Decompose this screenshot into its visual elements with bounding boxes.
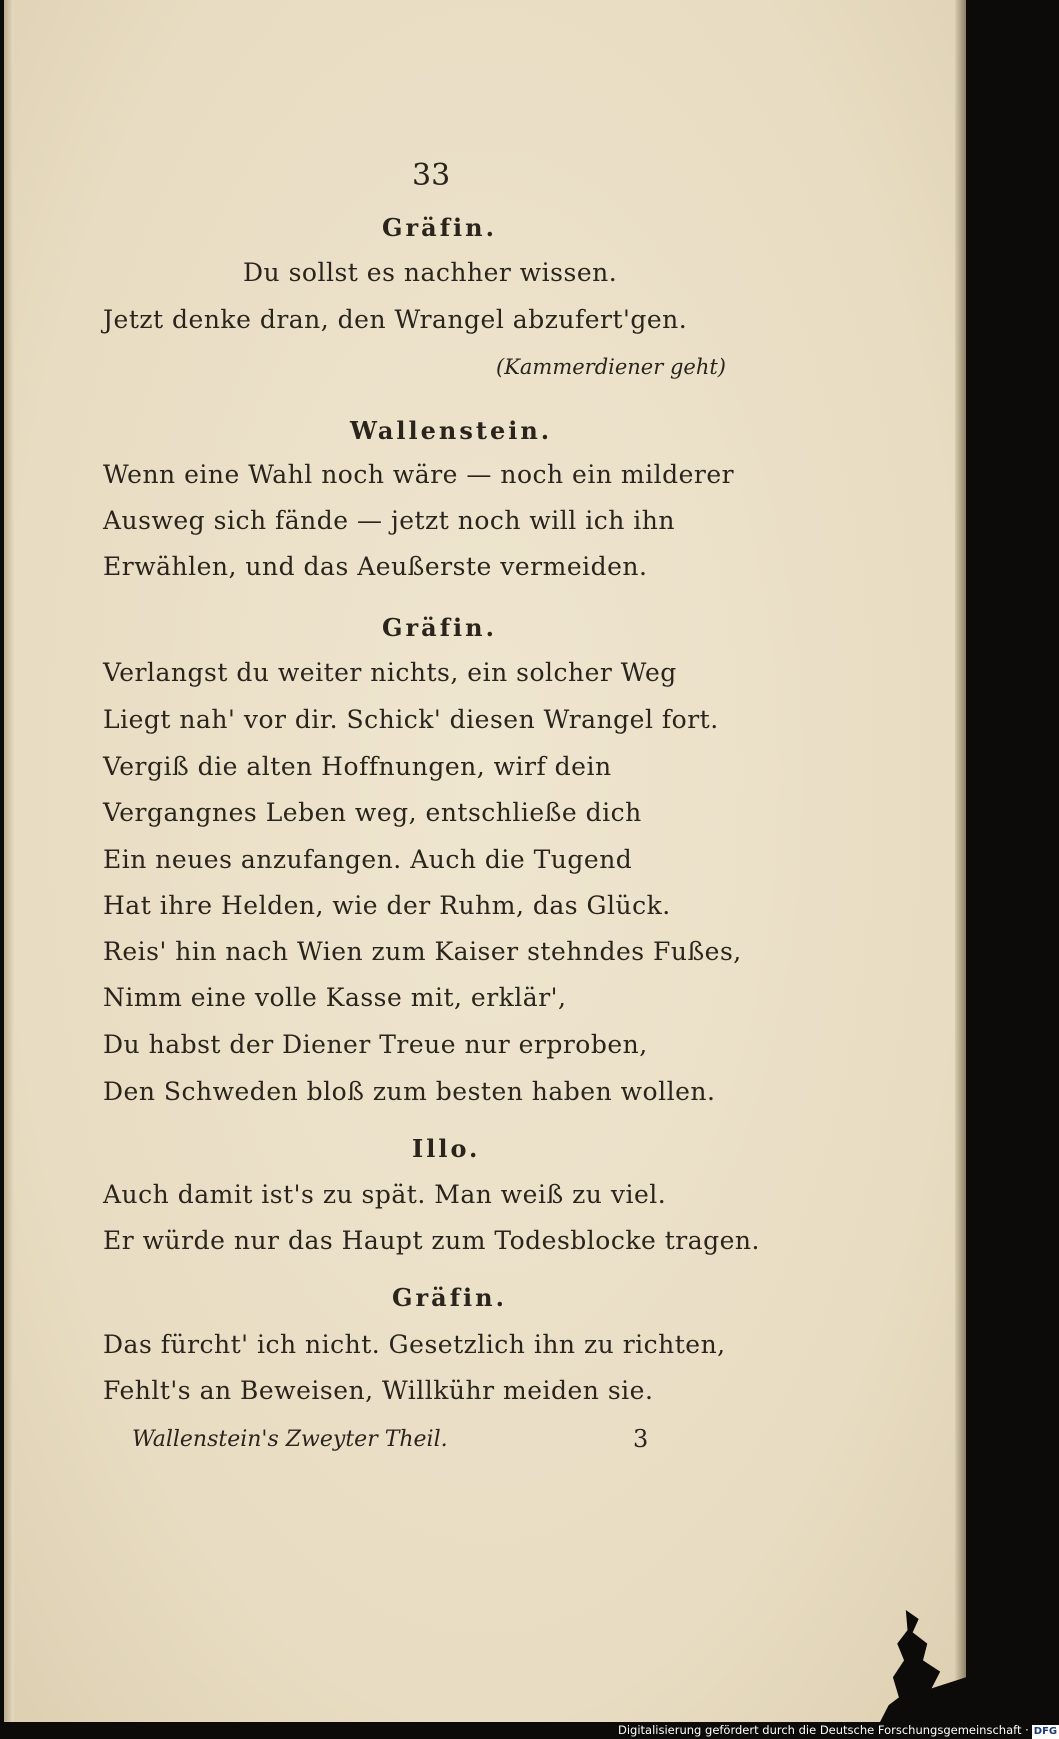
verse-line: Ein neues anzufangen. Auch die Tugend (103, 845, 633, 874)
verse-line: Das fürcht' ich nicht. Gesetzlich ihn zu richten, (103, 1330, 726, 1359)
footer-signature: Wallenstein's Zweyter Theil. (132, 1427, 448, 1452)
dfg-logo: DFG (1033, 1726, 1058, 1737)
verse-line: Verlangst du weiter nichts, ein solcher Weg (103, 658, 677, 687)
verse-line: Auch damit ist's zu spät. Man weiß zu viel. (103, 1180, 667, 1209)
page-gutter (4, 0, 14, 1722)
signature-mark: 3 (633, 1425, 649, 1453)
verse-line: Reis' hin nach Wien zum Kaiser stehndes Fußes, (103, 937, 742, 966)
verse-line: Du habst der Diener Treue nur erproben, (103, 1030, 648, 1059)
verse-line: Fehlt's an Beweisen, Willkühr meiden sie. (103, 1376, 654, 1405)
verse-line: Vergiß die alten Hoffnungen, wirf dein (103, 752, 612, 781)
verse-line: Du sollst es nachher wissen. (243, 258, 618, 287)
speaker-name: Gräfin. (382, 213, 497, 242)
page-number: 33 (412, 158, 451, 193)
verse-line: Hat ihre Helden, wie der Ruhm, das Glück. (103, 891, 671, 920)
verse-line: Er würde nur das Haupt zum Todesblocke tragen. (103, 1226, 760, 1255)
speaker-name: Wallenstein. (350, 416, 553, 445)
page-edge (955, 0, 966, 1722)
verse-line: Ausweg sich fände — jetzt noch will ich ihn (103, 506, 675, 535)
stage-direction: (Kammerdiener geht) (496, 355, 726, 379)
digitization-credit (618, 1721, 1058, 1739)
verse-line: Den Schweden bloß zum besten haben wollen. (103, 1077, 716, 1106)
verse-line: Liegt nah' vor dir. Schick' diesen Wrangel fort. (103, 705, 719, 734)
verse-line: Wenn eine Wahl noch wäre — noch ein milderer (103, 460, 735, 489)
credit-text: Digitalisierung gefördert durch die Deutsche Forschungsgemeinschaft · (618, 1723, 1029, 1737)
verse-line: Vergangnes Leben weg, entschließe dich (103, 798, 642, 827)
speaker-name: Illo. (412, 1134, 481, 1163)
verse-line: Erwählen, und das Aeußerste vermeiden. (103, 552, 648, 581)
verse-line: Nimm eine volle Kasse mit, erklär', (103, 983, 567, 1012)
verse-line: Jetzt denke dran, den Wrangel abzufert'gen. (103, 305, 688, 334)
speaker-name: Gräfin. (392, 1283, 507, 1312)
speaker-name: Gräfin. (382, 613, 497, 642)
